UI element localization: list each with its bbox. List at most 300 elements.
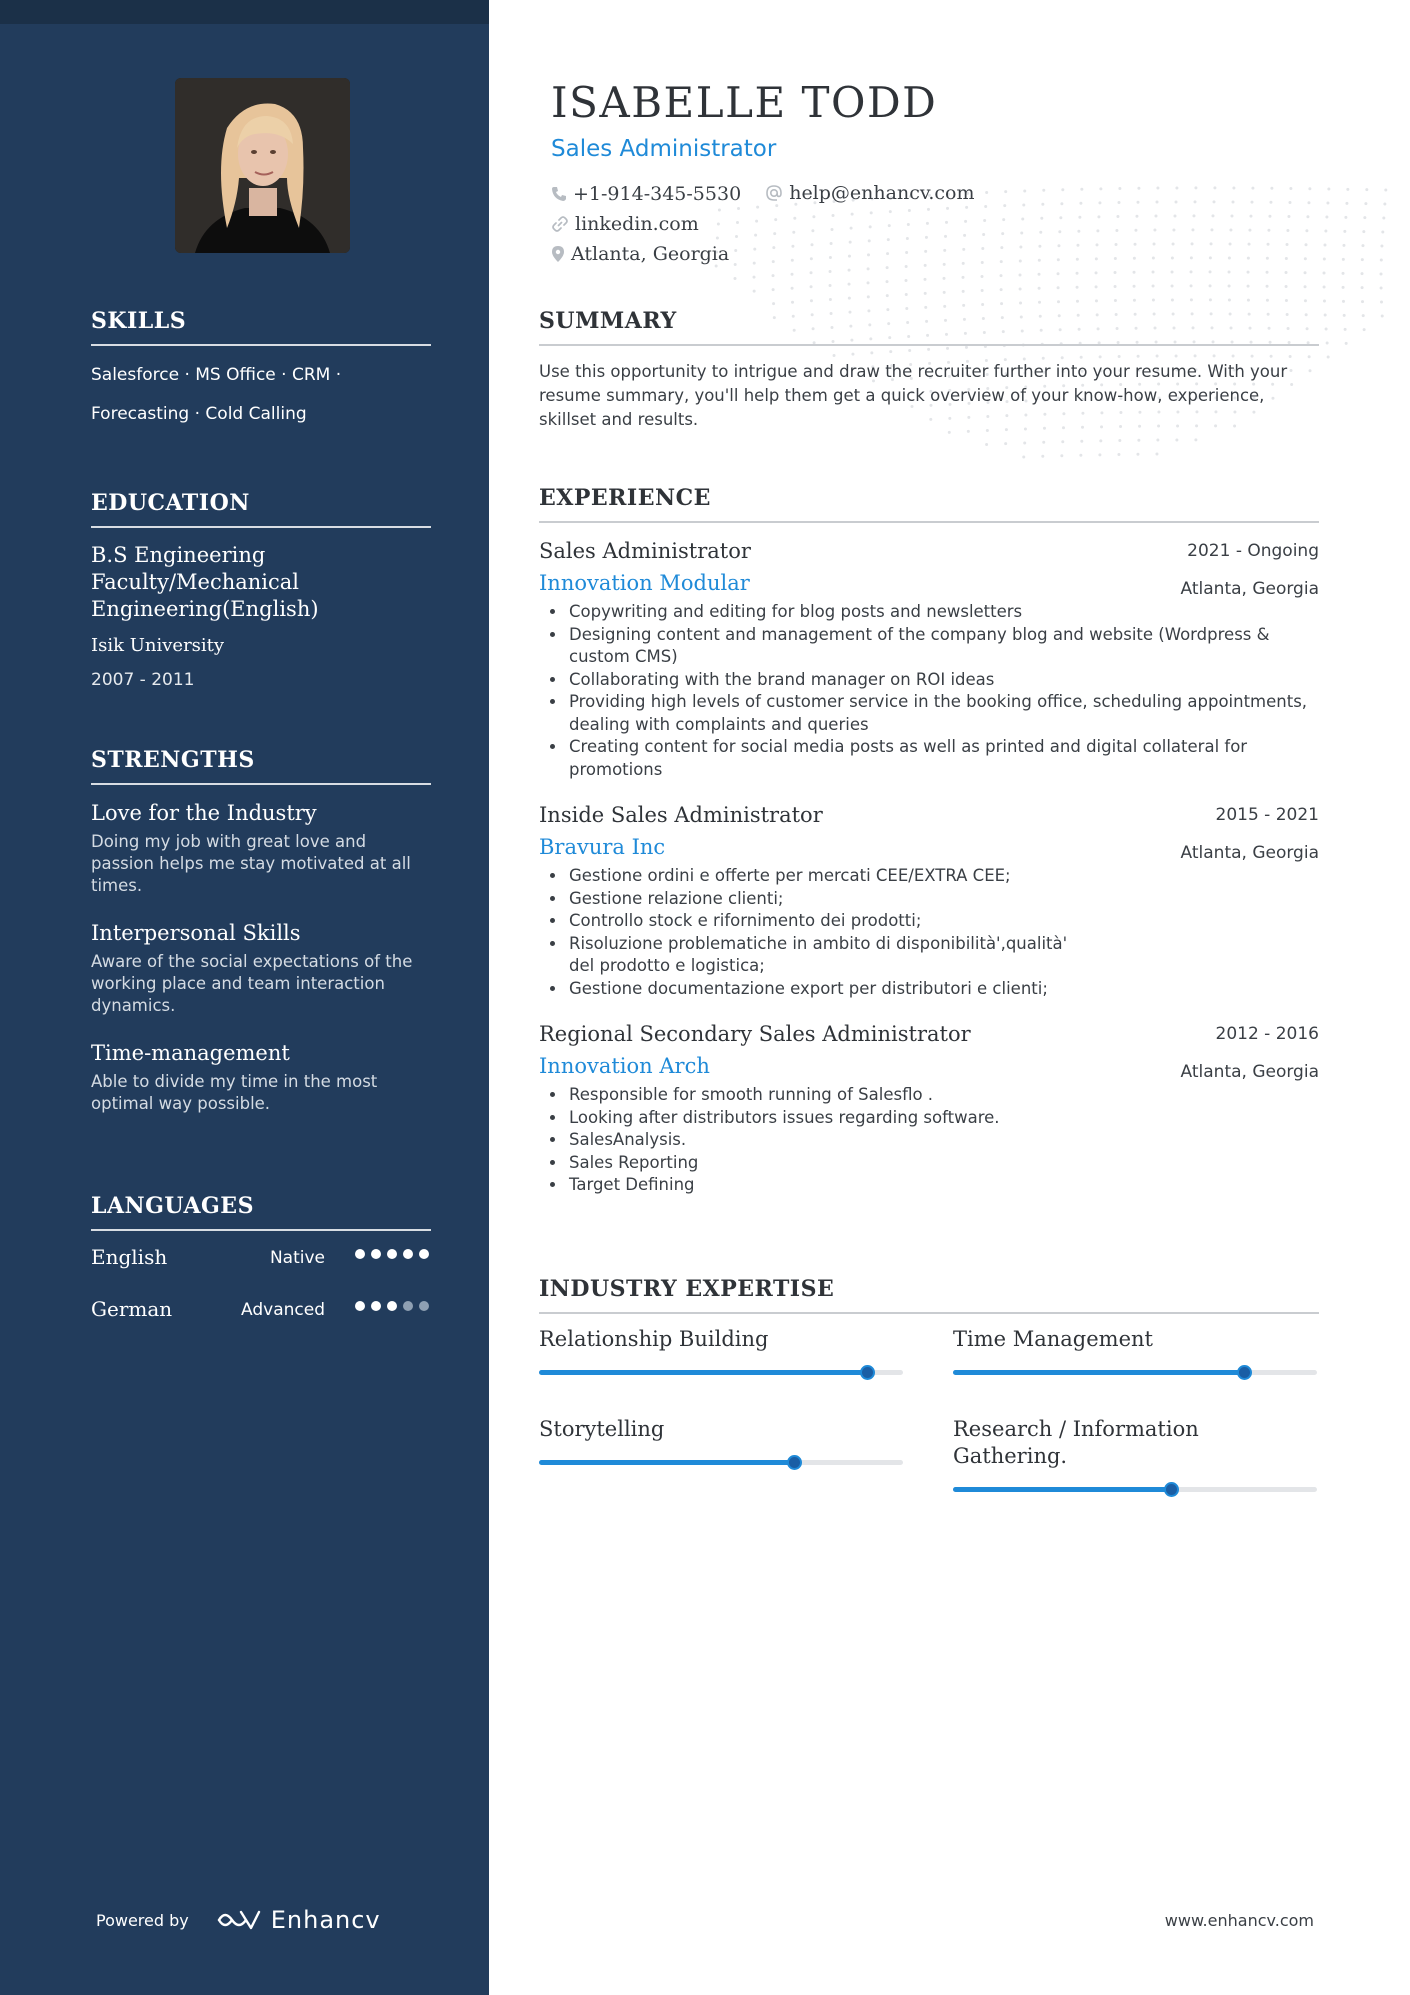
- pattern-dot: [867, 295, 870, 298]
- industry-expertise-section: [539, 1276, 1319, 1526]
- pattern-dot: [1286, 243, 1289, 246]
- pattern-dot: [924, 292, 927, 295]
- pattern-dot: [1022, 455, 1025, 458]
- language-rating: [355, 1301, 429, 1311]
- summary-text: Use this opportunity to intrigue and draw the recruiter further into your resume. With your resume summary, you'll help them get a quick overview of your know-how, experience, skillset and results.: [539, 362, 1288, 429]
- pattern-dot: [734, 277, 737, 280]
- pattern-dot: [943, 291, 946, 294]
- pattern-dot: [1305, 243, 1308, 246]
- pattern-dot: [1362, 230, 1365, 233]
- pattern-dot: [1380, 259, 1383, 262]
- main-content: [489, 0, 1410, 1995]
- job-bullets: [539, 1084, 1319, 1197]
- pattern-dot: [1266, 285, 1269, 288]
- pattern-dot: [1173, 214, 1176, 217]
- expertise-item: [953, 1416, 1317, 1526]
- pattern-dot: [1305, 229, 1308, 232]
- pattern-dot: [1057, 286, 1060, 289]
- expertise-label: Time Management: [953, 1327, 1153, 1351]
- pattern-dot: [1247, 271, 1250, 274]
- education-dates: 2007 - 2011: [91, 670, 195, 690]
- pattern-dot: [1380, 301, 1383, 304]
- phone-icon: [551, 186, 567, 202]
- pattern-dot: [886, 280, 889, 283]
- job-bullet: • Copywriting and editing for blog posts and newsletters: [567, 601, 1319, 624]
- job-bullet: • Gestione documentazione export per distributori e clienti;: [567, 978, 1319, 1001]
- pattern-dot: [791, 287, 794, 290]
- job-bullets: [539, 601, 1319, 781]
- pattern-dot: [810, 285, 813, 288]
- expertise-bar: [953, 1487, 1317, 1492]
- pattern-dot: [1247, 299, 1250, 302]
- job-company: Innovation Modular: [539, 571, 750, 595]
- pattern-dot: [1285, 257, 1288, 260]
- job-bullet: • SalesAnalysis.: [567, 1129, 1319, 1152]
- pattern-dot: [962, 276, 965, 279]
- candidate-role: Sales Administrator: [551, 136, 777, 162]
- pattern-dot: [1342, 244, 1345, 247]
- pattern-dot: [1342, 286, 1345, 289]
- pattern-dot: [1099, 439, 1102, 442]
- enhancv-logo-icon: [215, 1908, 261, 1932]
- job-dates: 2015 - 2021: [1215, 805, 1319, 825]
- pattern-dot: [1380, 245, 1383, 248]
- enhancv-logo-text: Enhancv: [270, 1906, 381, 1934]
- job-location: Atlanta, Georgia: [1180, 579, 1319, 599]
- pattern-dot: [1175, 200, 1178, 203]
- pattern-dot: [1175, 438, 1178, 441]
- pattern-dot: [1038, 301, 1041, 304]
- pattern-dot: [867, 281, 870, 284]
- pattern-dot: [1343, 230, 1346, 233]
- job-bullet: • Looking after distributors issues regarding software.: [567, 1107, 1319, 1130]
- pattern-dot: [1137, 439, 1140, 442]
- pattern-dot: [1365, 188, 1368, 191]
- pattern-dot: [1213, 186, 1216, 189]
- pattern-dot: [1345, 202, 1348, 205]
- pattern-dot: [1023, 441, 1026, 444]
- pattern-dot: [1323, 286, 1326, 289]
- pattern-dot: [1325, 216, 1328, 219]
- pattern-dot: [1041, 455, 1044, 458]
- job-bullet: • Controllo stock e rifornimento dei prodotti;: [567, 910, 1319, 933]
- rating-dot: [387, 1301, 397, 1311]
- pattern-dot: [1042, 441, 1045, 444]
- contact-info: [551, 182, 1151, 273]
- location-pin-icon: [551, 245, 565, 263]
- powered-by-label: Powered by: [96, 1910, 189, 1930]
- expertise-item: [539, 1416, 903, 1506]
- contact-linkedin[interactable]: [551, 213, 699, 235]
- pattern-dot: [1343, 314, 1346, 317]
- rating-dot: [355, 1249, 365, 1259]
- pattern-dot: [924, 278, 927, 281]
- skills-line: Forecasting · Cold Calling: [91, 404, 307, 424]
- pattern-dot: [1266, 299, 1269, 302]
- pattern-dot: [1308, 187, 1311, 190]
- pattern-dot: [1381, 315, 1384, 318]
- rating-dot: [419, 1249, 429, 1259]
- expertise-label: Storytelling: [539, 1417, 665, 1441]
- pattern-dot: [1209, 270, 1212, 273]
- pattern-dot: [1172, 228, 1175, 231]
- pattern-dot: [1038, 287, 1041, 290]
- skills-section: [91, 308, 431, 434]
- expertise-label: Research / Information Gathering.: [953, 1417, 1199, 1468]
- profile-photo: [175, 78, 350, 253]
- pattern-dot: [1266, 271, 1269, 274]
- pattern-dot: [1156, 187, 1159, 190]
- job-entry: [539, 803, 1319, 1000]
- pattern-dot: [1060, 454, 1063, 457]
- pattern-dot: [1247, 257, 1250, 260]
- languages-heading: LANGUAGES: [91, 1193, 431, 1231]
- job-dates: 2021 - Ongoing: [1187, 541, 1319, 561]
- expertise-label: Relationship Building: [539, 1327, 769, 1351]
- pattern-dot: [791, 301, 794, 304]
- pattern-dot: [1364, 202, 1367, 205]
- pattern-dot: [1095, 285, 1098, 288]
- linkedin-text: linkedin.com: [575, 213, 699, 235]
- pattern-dot: [1209, 284, 1212, 287]
- job-bullet: • Target Defining: [567, 1174, 1319, 1197]
- pattern-dot: [1361, 244, 1364, 247]
- pattern-dot: [1228, 298, 1231, 301]
- language-level: Native: [269, 1248, 325, 1268]
- job-entry: [539, 539, 1319, 781]
- pattern-dot: [1248, 229, 1251, 232]
- pattern-dot: [1287, 215, 1290, 218]
- job-bullets: [539, 865, 1319, 1000]
- pattern-dot: [1269, 201, 1272, 204]
- pattern-dot: [1190, 270, 1193, 273]
- pattern-dot: [905, 279, 908, 282]
- pattern-dot: [1019, 301, 1022, 304]
- pattern-dot: [1098, 453, 1101, 456]
- at-icon: [765, 184, 783, 202]
- pattern-dot: [1076, 286, 1079, 289]
- phone-text: +1-914-345-5530: [573, 183, 742, 205]
- rating-dot: [403, 1301, 413, 1311]
- job-location: Atlanta, Georgia: [1180, 1062, 1319, 1082]
- pattern-dot: [1038, 273, 1041, 276]
- pattern-dot: [1228, 284, 1231, 287]
- pattern-dot: [1304, 271, 1307, 274]
- pattern-dot: [1384, 189, 1387, 192]
- pattern-dot: [1211, 214, 1214, 217]
- pattern-dot: [1361, 272, 1364, 275]
- pattern-dot: [1114, 285, 1117, 288]
- pattern-dot: [1190, 256, 1193, 259]
- pattern-dot: [1156, 439, 1159, 442]
- language-row: [91, 1231, 431, 1283]
- expertise-bar-knob: [860, 1365, 875, 1380]
- pattern-dot: [1209, 298, 1212, 301]
- pattern-dot: [1324, 230, 1327, 233]
- pattern-dot: [1079, 454, 1082, 457]
- strength-title: Interpersonal Skills: [91, 921, 301, 945]
- strength-title: Time-management: [91, 1041, 290, 1065]
- footer-website-link[interactable]: www.enhancv.com: [1164, 1911, 1314, 1930]
- strength-item: [91, 1039, 431, 1115]
- pattern-dot: [829, 298, 832, 301]
- pattern-dot: [1061, 440, 1064, 443]
- pattern-dot: [1004, 442, 1007, 445]
- pattern-dot: [1326, 202, 1329, 205]
- strength-title: Love for the Industry: [91, 801, 317, 825]
- skills-line: Salesforce · MS Office · CRM ·: [91, 365, 342, 385]
- email-text: help@enhancv.com: [789, 182, 975, 204]
- strengths-heading: STRENGTHS: [91, 747, 431, 785]
- pattern-dot: [772, 288, 775, 291]
- job-bullet: • Creating content for social media posts as well as printed and digital collateral for promotions: [567, 736, 1319, 781]
- language-name: German: [91, 1297, 173, 1321]
- pattern-dot: [943, 277, 946, 280]
- expertise-item: [953, 1326, 1317, 1416]
- pattern-dot: [1327, 356, 1330, 359]
- expertise-bar: [539, 1370, 903, 1375]
- pattern-dot: [810, 299, 813, 302]
- pattern-dot: [1154, 215, 1157, 218]
- pattern-dot: [753, 290, 756, 293]
- pattern-dot: [1229, 228, 1232, 231]
- pattern-dot: [1171, 284, 1174, 287]
- education-section: [91, 490, 431, 690]
- pattern-dot: [848, 297, 851, 300]
- pattern-dot: [962, 290, 965, 293]
- job-company: Innovation Arch: [539, 1054, 710, 1078]
- pattern-dot: [1209, 256, 1212, 259]
- expertise-bar-knob: [787, 1455, 802, 1470]
- rating-dot: [355, 1301, 365, 1311]
- pattern-dot: [1171, 256, 1174, 259]
- job-bullet: • Gestione relazione clienti;: [567, 888, 1319, 911]
- language-rating: [355, 1249, 429, 1259]
- pattern-dot: [1117, 453, 1120, 456]
- pattern-dot: [1230, 214, 1233, 217]
- pattern-dot: [1152, 299, 1155, 302]
- pattern-dot: [1342, 300, 1345, 303]
- pattern-dot: [1019, 273, 1022, 276]
- pattern-dot: [1000, 274, 1003, 277]
- expertise-bar-fill: [539, 1370, 867, 1375]
- pattern-dot: [886, 294, 889, 297]
- contact-location: [551, 243, 729, 265]
- pattern-dot: [1380, 287, 1383, 290]
- pattern-dot: [981, 289, 984, 292]
- pattern-dot: [1153, 229, 1156, 232]
- pattern-dot: [1000, 302, 1003, 305]
- education-degree: B.S Engineering Faculty/Mechanical Engineering(English): [91, 543, 319, 621]
- pattern-dot: [1382, 217, 1385, 220]
- pattern-dot: [1250, 201, 1253, 204]
- pattern-dot: [1076, 300, 1079, 303]
- pattern-dot: [1323, 244, 1326, 247]
- rating-dot: [403, 1249, 413, 1259]
- pattern-dot: [1057, 300, 1060, 303]
- rating-dot: [387, 1249, 397, 1259]
- rating-dot: [371, 1301, 381, 1311]
- pattern-dot: [1152, 285, 1155, 288]
- pattern-dot: [1342, 258, 1345, 261]
- skills-heading: SKILLS: [91, 308, 431, 346]
- pattern-dot: [1323, 272, 1326, 275]
- pattern-dot: [1345, 342, 1348, 345]
- pattern-dot: [1019, 287, 1022, 290]
- enhancv-logo[interactable]: [215, 1906, 381, 1934]
- job-title: Sales Administrator: [539, 539, 751, 563]
- experience-heading: EXPERIENCE: [539, 485, 1319, 523]
- experience-section: [539, 485, 1319, 1197]
- powered-by: [96, 1906, 381, 1934]
- pattern-dot: [1267, 229, 1270, 232]
- education-school: Isik University: [91, 635, 225, 656]
- job-bullet: • Gestione ordini e offerte per mercati CEE/EXTRA CEE;: [567, 865, 1319, 888]
- pattern-dot: [985, 443, 988, 446]
- job-bullet: • Providing high levels of customer service in the booking office, scheduling appointments, dealing with complaints and queries: [567, 691, 1319, 736]
- expertise-bar-knob: [1164, 1482, 1179, 1497]
- pattern-dot: [1194, 200, 1197, 203]
- strength-description: Doing my job with great love and passion helps me stay motivated at all times.: [91, 832, 411, 895]
- job-location: Atlanta, Georgia: [1180, 843, 1319, 863]
- pattern-dot: [1232, 200, 1235, 203]
- expertise-bar-fill: [953, 1487, 1171, 1492]
- pattern-dot: [1326, 342, 1329, 345]
- pattern-dot: [1194, 186, 1197, 189]
- pattern-dot: [1114, 299, 1117, 302]
- pattern-dot: [1380, 273, 1383, 276]
- expertise-item: [539, 1326, 903, 1416]
- job-bullet: • Responsible for smooth running of Salesflo .: [567, 1084, 1319, 1107]
- job-entry: [539, 1022, 1319, 1197]
- pattern-dot: [1095, 299, 1098, 302]
- pattern-dot: [1361, 300, 1364, 303]
- pattern-dot: [1247, 285, 1250, 288]
- pattern-dot: [1210, 228, 1213, 231]
- pattern-dot: [905, 293, 908, 296]
- pattern-dot: [1190, 298, 1193, 301]
- strength-description: Able to divide my time in the most optimal way possible.: [91, 1072, 378, 1113]
- pattern-dot: [1228, 256, 1231, 259]
- sidebar-top-bar: [0, 0, 489, 24]
- language-name: English: [91, 1245, 168, 1269]
- pattern-dot: [1361, 258, 1364, 261]
- industry-expertise-heading: INDUSTRY EXPERTISE: [539, 1276, 1319, 1314]
- pattern-dot: [791, 273, 794, 276]
- job-dates: 2012 - 2016: [1215, 1024, 1319, 1044]
- pattern-dot: [1249, 215, 1252, 218]
- pattern-dot: [1266, 257, 1269, 260]
- expertise-grid: [539, 1326, 1319, 1526]
- pattern-dot: [1172, 242, 1175, 245]
- strengths-section: [91, 747, 431, 1137]
- sidebar: [0, 0, 489, 1995]
- pattern-dot: [1248, 243, 1251, 246]
- pattern-dot: [1191, 242, 1194, 245]
- pattern-dot: [1307, 201, 1310, 204]
- pattern-dot: [1118, 439, 1121, 442]
- pattern-dot: [1327, 188, 1330, 191]
- pattern-dot: [1192, 214, 1195, 217]
- pattern-dot: [753, 276, 756, 279]
- contact-email[interactable]: [765, 182, 974, 204]
- language-row: [91, 1283, 431, 1335]
- pattern-dot: [1152, 271, 1155, 274]
- pattern-dot: [1289, 187, 1292, 190]
- pattern-dot: [772, 274, 775, 277]
- pattern-dot: [1288, 201, 1291, 204]
- pattern-dot: [1304, 257, 1307, 260]
- pattern-dot: [1191, 228, 1194, 231]
- pattern-dot: [962, 304, 965, 307]
- pattern-dot: [1324, 314, 1327, 317]
- pattern-dot: [1344, 216, 1347, 219]
- pattern-dot: [1251, 187, 1254, 190]
- pattern-dot: [1342, 272, 1345, 275]
- pattern-dot: [1155, 453, 1158, 456]
- link-icon: [551, 215, 569, 233]
- pattern-dot: [1171, 298, 1174, 301]
- pattern-dot: [1381, 231, 1384, 234]
- pattern-dot: [1080, 440, 1083, 443]
- pattern-dot: [1285, 299, 1288, 302]
- rating-dot: [371, 1249, 381, 1259]
- contact-phone[interactable]: [551, 183, 741, 205]
- language-level: Advanced: [241, 1300, 325, 1320]
- pattern-dot: [1232, 186, 1235, 189]
- pattern-dot: [1153, 243, 1156, 246]
- pattern-dot: [1285, 271, 1288, 274]
- pattern-dot: [1361, 286, 1364, 289]
- pattern-dot: [981, 275, 984, 278]
- languages-section: [91, 1193, 431, 1335]
- pattern-dot: [1323, 300, 1326, 303]
- pattern-dot: [848, 283, 851, 286]
- pattern-dot: [1362, 314, 1365, 317]
- pattern-dot: [1344, 328, 1347, 331]
- pattern-dot: [1325, 328, 1328, 331]
- job-bullet: • Risoluzione problematiche in ambito di disponibilità',qualità' del prodotto e logistica;: [567, 933, 1319, 978]
- pattern-dot: [1133, 285, 1136, 288]
- expertise-bar-fill: [539, 1460, 794, 1465]
- job-bullet: • Collaborating with the brand manager on ROI ideas: [567, 669, 1319, 692]
- pattern-dot: [1363, 328, 1366, 331]
- expertise-bar-knob: [1237, 1365, 1252, 1380]
- pattern-dot: [1286, 229, 1289, 232]
- candidate-name: ISABELLE TODD: [551, 78, 938, 127]
- job-title: Inside Sales Administrator: [539, 803, 823, 827]
- pattern-dot: [1194, 438, 1197, 441]
- pattern-dot: [1136, 453, 1139, 456]
- job-title: Regional Secondary Sales Administrator: [539, 1022, 971, 1046]
- pattern-dot: [1133, 299, 1136, 302]
- pattern-dot: [772, 302, 775, 305]
- job-company: Bravura Inc: [539, 835, 666, 859]
- pattern-dot: [1156, 201, 1159, 204]
- location-text: Atlanta, Georgia: [571, 243, 730, 265]
- pattern-dot: [981, 303, 984, 306]
- summary-heading: SUMMARY: [539, 308, 1319, 346]
- pattern-dot: [1213, 200, 1216, 203]
- pattern-dot: [1175, 186, 1178, 189]
- pattern-dot: [1270, 187, 1273, 190]
- pattern-dot: [1171, 270, 1174, 273]
- strength-item: [91, 799, 431, 897]
- expertise-bar-fill: [953, 1370, 1244, 1375]
- skills-list: [91, 356, 431, 434]
- pattern-dot: [1228, 270, 1231, 273]
- pattern-dot: [1304, 285, 1307, 288]
